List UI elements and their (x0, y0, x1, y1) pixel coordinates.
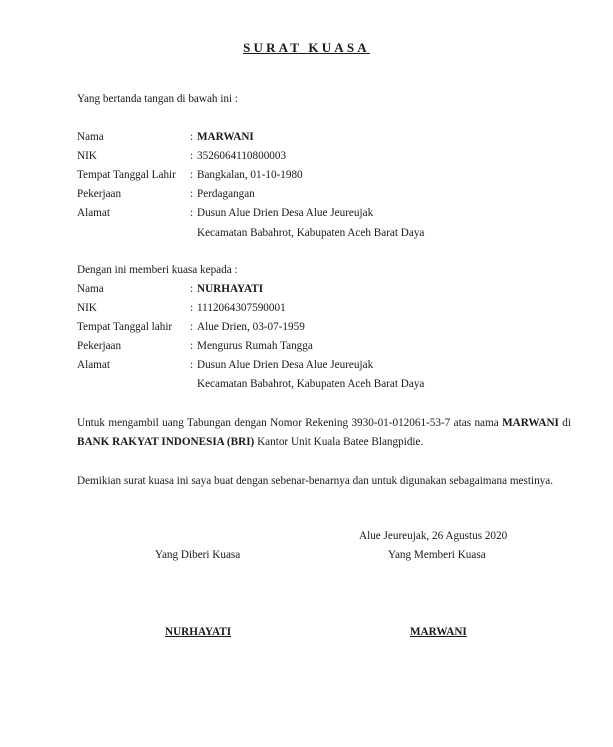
field-colon: : (190, 302, 194, 314)
grantee-address-line2: Kecamatan Babahrot, Kabupaten Aceh Barat Daya (197, 378, 425, 390)
giver-label: Yang Memberi Kuasa (388, 549, 486, 561)
recipient-label: Yang Diberi Kuasa (155, 549, 241, 561)
purpose-account-name: MARWANI (502, 417, 559, 429)
field-label: Pekerjaan (77, 340, 122, 352)
grantee-address-line1: Dusun Alue Drien Desa Alue Jeureujak (197, 359, 374, 371)
grantee-name: NURHAYATI (197, 283, 264, 295)
field-colon: : (190, 131, 194, 143)
purpose-di: di (558, 417, 572, 429)
grantee-occupation: Mengurus Rumah Tangga (197, 340, 313, 352)
field-colon: : (190, 283, 194, 295)
field-label: NIK (77, 150, 97, 162)
intro-text: Yang bertanda tangan di bawah ini : (77, 93, 239, 105)
grantee-birth: Alue Drien, 03-07-1959 (197, 321, 305, 333)
field-label: Nama (77, 131, 104, 143)
field-colon: : (190, 188, 194, 200)
purpose-bank: BANK RAKYAT INDONESIA (BRI) (77, 436, 255, 448)
grantor-name: MARWANI (197, 131, 254, 143)
purpose-paragraph (77, 414, 571, 452)
grantee-nik: 1112064307590001 (197, 302, 286, 314)
giver-signature-name: MARWANI (410, 626, 467, 638)
field-colon: : (190, 169, 194, 181)
closing-paragraph: Demikian surat kuasa ini saya buat dengan sebenar-benarnya dan untuk digunakan sebagaimana mestinya. (77, 475, 554, 487)
place-date: Alue Jeureujak, 26 Agustus 2020 (359, 530, 508, 542)
document-title: SURAT KUASA (243, 40, 370, 55)
field-colon: : (190, 321, 194, 333)
purpose-branch: Kantor Unit Kuala Batee Blangpidie. (254, 436, 424, 448)
grantor-address-line2: Kecamatan Babahrot, Kabupaten Aceh Barat Daya (197, 227, 425, 239)
mandate-intro: Dengan ini memberi kuasa kepada : (77, 264, 238, 276)
field-label: Alamat (77, 359, 110, 371)
field-label: NIK (77, 302, 97, 314)
grantor-address-line1: Dusun Alue Drien Desa Alue Jeureujak (197, 207, 374, 219)
recipient-signature-name: NURHAYATI (165, 626, 232, 638)
purpose-text: Untuk mengambil uang Tabungan dengan Nomor Rekening 3930-01-012061-53-7 atas nama (77, 417, 499, 429)
grantor-nik: 3526064110800003 (197, 150, 287, 162)
field-colon: : (190, 359, 194, 371)
grantor-birth: Bangkalan, 01-10-1980 (197, 169, 303, 181)
field-label: Alamat (77, 207, 110, 219)
field-colon: : (190, 207, 194, 219)
field-label: Tempat Tanggal Lahir (77, 169, 176, 181)
field-label: Nama (77, 283, 104, 295)
grantor-occupation: Perdagangan (197, 188, 255, 200)
field-label: Tempat Tanggal lahir (77, 321, 173, 333)
field-colon: : (190, 340, 194, 352)
field-label: Pekerjaan (77, 188, 122, 200)
field-colon: : (190, 150, 194, 162)
